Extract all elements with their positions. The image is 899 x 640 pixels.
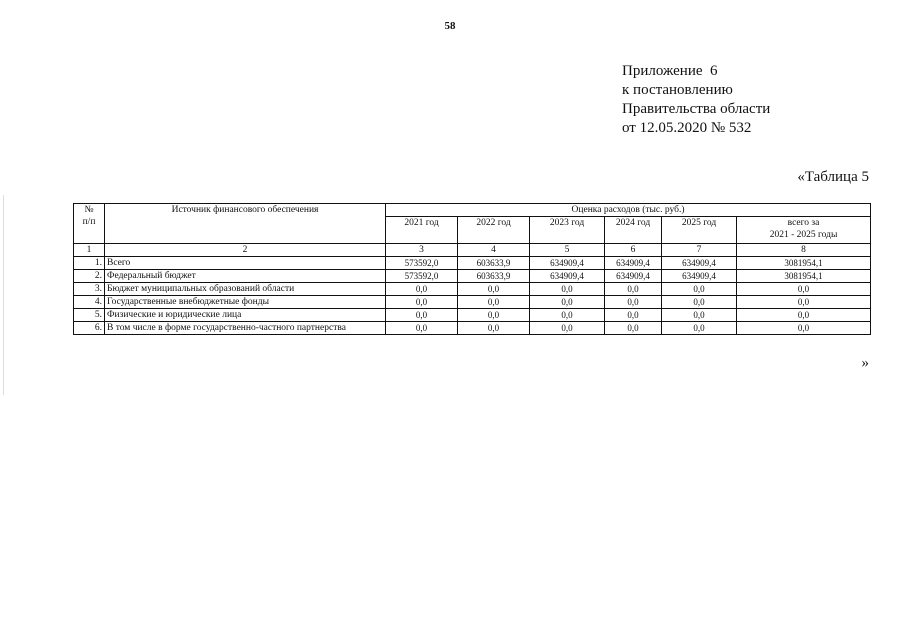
column-number: 8 xyxy=(737,244,871,257)
row-number: 4. xyxy=(74,296,105,309)
row-value-2021: 0,0 xyxy=(386,283,458,296)
row-source: Всего xyxy=(105,257,386,270)
row-value-2021: 573592,0 xyxy=(386,270,458,283)
row-source: Федеральный бюджет xyxy=(105,270,386,283)
table-row xyxy=(74,270,871,283)
column-number: 5 xyxy=(530,244,605,257)
row-total: 0,0 xyxy=(737,322,871,335)
header-year-2025: 2025 год xyxy=(662,217,737,244)
row-total: 0,0 xyxy=(737,309,871,322)
column-number: 7 xyxy=(662,244,737,257)
row-source: Государственные внебюджетные фонды xyxy=(105,296,386,309)
row-value-2024: 0,0 xyxy=(605,309,662,322)
scan-margin-line xyxy=(3,195,4,395)
header-total: всего за 2021 - 2025 годы xyxy=(737,217,871,244)
column-number: 6 xyxy=(605,244,662,257)
row-source: В том числе в форме государственно-частного партнерства xyxy=(105,322,386,335)
appendix-line-3: Правительства области xyxy=(622,101,771,117)
row-number: 3. xyxy=(74,283,105,296)
table-label: «Таблица 5 xyxy=(797,169,869,185)
header-year-2022: 2022 год xyxy=(458,217,530,244)
table-row xyxy=(74,322,871,335)
row-value-2021: 573592,0 xyxy=(386,257,458,270)
row-value-2021: 0,0 xyxy=(386,322,458,335)
appendix-line-2: к постановлению xyxy=(622,82,733,98)
table-row xyxy=(74,257,871,270)
row-value-2022: 0,0 xyxy=(458,322,530,335)
row-total: 0,0 xyxy=(737,296,871,309)
row-value-2022: 0,0 xyxy=(458,309,530,322)
row-source: Бюджет муниципальных образований области xyxy=(105,283,386,296)
header-source: Источник финансового обеспечения xyxy=(105,204,386,244)
header-year-2024: 2024 год xyxy=(605,217,662,244)
row-value-2023: 0,0 xyxy=(530,309,605,322)
row-value-2022: 603633,9 xyxy=(458,270,530,283)
row-value-2024: 634909,4 xyxy=(605,270,662,283)
row-value-2023: 0,0 xyxy=(530,296,605,309)
row-value-2024: 634909,4 xyxy=(605,257,662,270)
table-row xyxy=(74,309,871,322)
column-number: 1 xyxy=(74,244,105,257)
row-value-2021: 0,0 xyxy=(386,296,458,309)
row-value-2024: 0,0 xyxy=(605,296,662,309)
header-year-2023: 2023 год xyxy=(530,217,605,244)
page-number: 58 xyxy=(444,20,456,32)
row-total: 3081954,1 xyxy=(737,270,871,283)
table-row xyxy=(74,296,871,309)
row-value-2025: 634909,4 xyxy=(662,257,737,270)
row-value-2025: 0,0 xyxy=(662,309,737,322)
row-number: 2. xyxy=(74,270,105,283)
column-number: 3 xyxy=(386,244,458,257)
row-total: 0,0 xyxy=(737,283,871,296)
row-value-2024: 0,0 xyxy=(605,322,662,335)
appendix-line-1: Приложение 6 xyxy=(622,63,718,79)
table-row xyxy=(74,283,871,296)
header-expense-estimate: Оценка расходов (тыс. руб.) xyxy=(386,204,871,217)
row-value-2025: 634909,4 xyxy=(662,270,737,283)
closing-quote: » xyxy=(861,355,869,371)
row-source: Физические и юридические лица xyxy=(105,309,386,322)
row-value-2021: 0,0 xyxy=(386,309,458,322)
row-value-2024: 0,0 xyxy=(605,283,662,296)
row-number: 5. xyxy=(74,309,105,322)
row-value-2023: 0,0 xyxy=(530,283,605,296)
row-number: 6. xyxy=(74,322,105,335)
header-year-2021: 2021 год xyxy=(386,217,458,244)
row-number: 1. xyxy=(74,257,105,270)
column-number: 4 xyxy=(458,244,530,257)
row-value-2025: 0,0 xyxy=(662,322,737,335)
row-value-2025: 0,0 xyxy=(662,283,737,296)
row-value-2023: 634909,4 xyxy=(530,270,605,283)
row-value-2025: 0,0 xyxy=(662,296,737,309)
row-value-2022: 0,0 xyxy=(458,296,530,309)
column-number: 2 xyxy=(105,244,386,257)
row-value-2023: 0,0 xyxy=(530,322,605,335)
row-value-2022: 603633,9 xyxy=(458,257,530,270)
row-value-2022: 0,0 xyxy=(458,283,530,296)
header-number: № п/п xyxy=(74,204,105,244)
appendix-line-4: от 12.05.2020 № 532 xyxy=(622,120,752,136)
row-value-2023: 634909,4 xyxy=(530,257,605,270)
appendix-header xyxy=(622,62,770,138)
row-total: 3081954,1 xyxy=(737,257,871,270)
financing-table xyxy=(73,203,871,335)
